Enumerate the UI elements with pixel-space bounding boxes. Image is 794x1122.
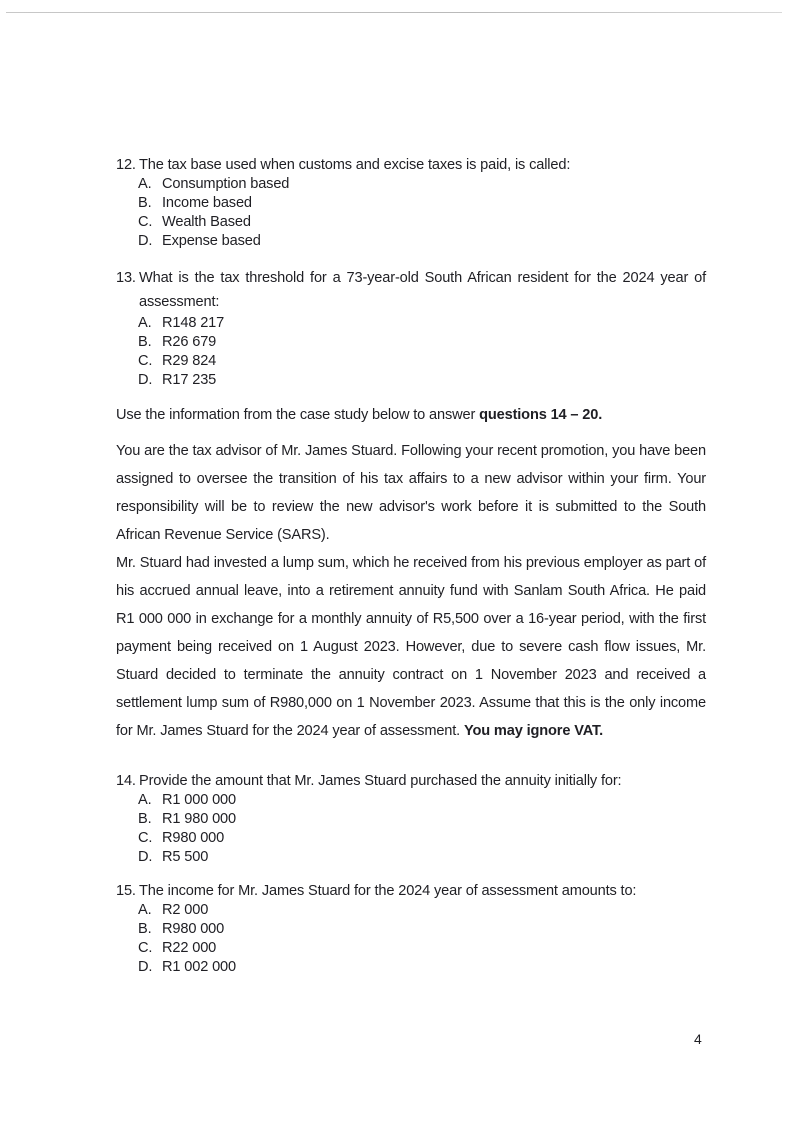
option-a xyxy=(138,314,706,333)
option-c xyxy=(138,213,706,232)
case-study-instruction xyxy=(116,405,706,425)
option-text: Income based xyxy=(162,195,252,211)
option-text: R1 002 000 xyxy=(162,959,236,975)
question-number: 14. xyxy=(116,773,136,789)
case-study-paragraph-2 xyxy=(116,549,706,745)
option-a xyxy=(138,901,706,920)
instruction-question-range: questions 14 – 20. xyxy=(479,407,603,423)
question-number: 12. xyxy=(116,157,136,173)
option-text: R1 980 000 xyxy=(162,811,236,827)
option-c xyxy=(138,939,706,958)
option-text: R2 000 xyxy=(162,902,209,918)
option-text: R980 000 xyxy=(162,921,225,937)
spacer xyxy=(116,745,706,772)
option-d xyxy=(138,848,706,867)
option-letter: C. xyxy=(138,353,153,369)
question-15 xyxy=(116,882,706,977)
option-c xyxy=(138,352,706,371)
option-text: Expense based xyxy=(162,233,261,249)
option-text: Consumption based xyxy=(162,176,290,192)
option-letter: C. xyxy=(138,214,153,230)
option-d xyxy=(138,958,706,977)
question-stem xyxy=(116,266,706,314)
option-letter: B. xyxy=(138,195,152,211)
option-b xyxy=(138,333,706,352)
option-text: R5 500 xyxy=(162,849,209,865)
option-b xyxy=(138,810,706,829)
option-text: R26 679 xyxy=(162,334,217,350)
option-letter: B. xyxy=(138,811,152,827)
case-study-body-text: Mr. Stuard had invested a lump sum, which he received from his previous employer as part of his accrued annual leave, into a retirement annuity fund with Sanlam South Africa. He paid R1 000 000 in exchange for a monthly annuity of R5,500 over a 16-year period, with the first payment being received on 1 August 2023. However, due to severe cash flow issues, Mr. Stuard decided to terminate the annuity contract on 1 November 2023 and received a settlement lump sum of R980,000 on 1 November 2023. Assume that this is the only income for Mr. James Stuard for the 2024 year of assessment. xyxy=(116,555,706,739)
option-text: Wealth Based xyxy=(162,214,251,230)
option-b xyxy=(138,194,706,213)
option-letter: D. xyxy=(138,959,153,975)
question-text: What is the tax threshold for a 73-year-old South African resident for the 2024 year of assessment: xyxy=(139,270,706,310)
option-letter: C. xyxy=(138,830,153,846)
option-letter: D. xyxy=(138,849,153,865)
option-letter: A. xyxy=(138,902,152,918)
option-a xyxy=(138,791,706,810)
exam-page-content xyxy=(116,156,706,992)
option-letter: A. xyxy=(138,315,152,331)
instruction-text: Use the information from the case study below to answer xyxy=(116,407,480,423)
option-text: R17 235 xyxy=(162,372,217,388)
options-list xyxy=(116,314,706,390)
option-d xyxy=(138,371,706,390)
option-text: R22 000 xyxy=(162,940,217,956)
option-text: R148 217 xyxy=(162,315,225,331)
option-letter: D. xyxy=(138,372,153,388)
question-text: The tax base used when customs and excise taxes is paid, is called: xyxy=(139,157,571,173)
option-letter: B. xyxy=(138,921,152,937)
option-letter: B. xyxy=(138,334,152,350)
scan-edge-line xyxy=(6,12,782,13)
question-text: Provide the amount that Mr. James Stuard purchased the annuity initially for: xyxy=(139,773,622,789)
option-letter: A. xyxy=(138,792,152,808)
page-number: 4 xyxy=(694,1031,702,1047)
option-text: R29 824 xyxy=(162,353,217,369)
question-number: 13. xyxy=(116,270,136,286)
question-number: 15. xyxy=(116,883,136,899)
case-study-paragraph-1: You are the tax advisor of Mr. James Stuard. Following your recent promotion, you have been assigned to oversee the transition of his tax affairs to a new advisor within your firm. Your responsibility will be to review the new advisor's work before it is submitted to the South African Revenue Service (SARS). xyxy=(116,443,706,543)
option-text: R1 000 000 xyxy=(162,792,236,808)
question-stem xyxy=(116,772,706,791)
question-stem xyxy=(116,156,706,175)
option-d xyxy=(138,232,706,251)
options-list xyxy=(116,901,706,977)
option-letter: D. xyxy=(138,233,153,249)
question-stem xyxy=(116,882,706,901)
option-letter: C. xyxy=(138,940,153,956)
question-text: The income for Mr. James Stuard for the 2024 year of assessment amounts to: xyxy=(139,883,637,899)
option-b xyxy=(138,920,706,939)
ignore-vat-note: You may ignore VAT. xyxy=(464,723,604,739)
question-12 xyxy=(116,156,706,251)
question-13 xyxy=(116,266,706,390)
option-c xyxy=(138,829,706,848)
options-list xyxy=(116,175,706,251)
option-text: R980 000 xyxy=(162,830,225,846)
option-a xyxy=(138,175,706,194)
option-letter: A. xyxy=(138,176,152,192)
options-list xyxy=(116,791,706,867)
question-14 xyxy=(116,772,706,867)
